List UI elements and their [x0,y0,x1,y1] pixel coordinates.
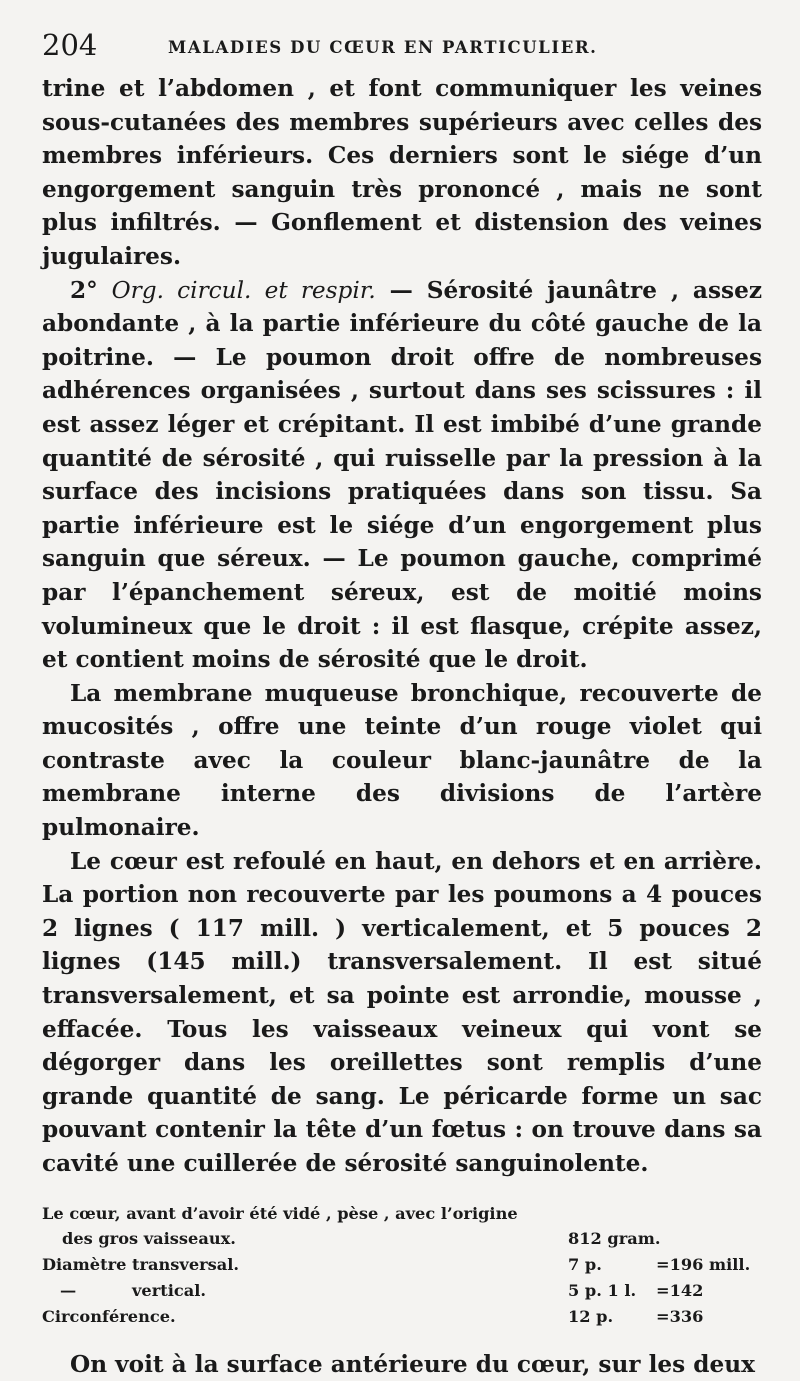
measure-label: Circonférence. [42,1306,176,1326]
paragraph-organs [42,274,762,677]
section-text: — Sérosité jaunâtre , assez abondante , à la partie inférieure du côté gauche de la poitrine. — Le poumon droit offre de nombreuses adhérences organisées , surtout dans ses scissures : il est assez léger et crépitant. Il est imbibé d’une grande quantité de sérosité , qui ruisselle par la pression à la surface des incisions pratiquées dans son tissu. Sa partie inférieure est le siége d’un engorgement plus sanguin que séreux. — Le poumon gauche, comprimé par l’épanchement séreux, est de moitié moins volumineux que le droit : il est flasque, crépite assez, et contient moins de sérosité que le droit. [42,276,762,674]
book-page [42,28,762,1381]
paragraph-heart: Le cœur est refoulé en haut, en dehors et en arrière. La portion non recouverte par les poumons a 4 pouces 2 lignes ( 117 mill. ) verticalement, et 5 pouces 2 lignes (145 mill.) transversalement. Il est situé transversalement, et sa pointe est arrondie, mousse , effacée. Tous les vaisseaux veineux qui vont se dégorger dans les oreillettes sont remplis d’une grande quantité de sang. Le péricarde forme un sac pouvant contenir la tête d’un fœtus : on trouve dans sa cavité une cuillerée de sérosité sanguinolente. [42,847,762,1177]
measure-value: 7 p. [568,1255,602,1275]
measure-row-vertical [42,1278,762,1304]
running-title: MALADIES DU CŒUR EN PARTICULIER. [168,38,598,57]
measure-row-transverse [42,1252,762,1278]
measure-value: 812 gram. [568,1229,661,1249]
measure-value: 5 p. 1 l. [568,1280,637,1300]
measure-label: Diamètre transversal. [42,1255,240,1275]
section-number: 2° [70,276,98,304]
measure-row-circumference [42,1304,762,1330]
body-text [42,72,762,1181]
section-heading: Org. circul. et respir. [111,276,376,304]
measure-label: vertical. [132,1280,206,1300]
measure-row-weight-line1 [42,1201,762,1227]
page-number: 204 [42,28,98,62]
paragraph-continuation: trine et l’abdomen , et font communiquer les veines sous-cutanées des membres supérieurs avec celles des membres inférieurs. Ces derniers sont le siége d’un engorgement sanguin très prononcé , mais ne sont plus infiltrés. — Gonflement et distension des veines jugulaires. [42,75,762,270]
paragraph-closing: On voit à la surface antérieure du cœur, sur les deux [70,1350,755,1378]
page-header [42,28,762,62]
measurement-table [42,1201,762,1330]
closing-text [42,1348,762,1381]
ditto-dash: — [60,1280,77,1300]
measure-mm: =142 [656,1280,704,1300]
measure-row-weight [42,1226,762,1252]
measure-mm: =336 [656,1306,704,1326]
measure-value: 12 p. [568,1306,614,1326]
measure-mm: =196 mill. [656,1255,751,1275]
measure-label: des gros vaisseaux. [62,1229,236,1249]
measure-label: Le cœur, avant d’avoir été vidé , pèse , avec l’origine [42,1203,518,1223]
paragraph-bronchial-membrane: La membrane muqueuse bronchique, recouverte de mucosités , offre une teinte d’un rouge violet qui contraste avec la couleur blanc-jaunâtre de la membrane interne des divisions de l’artère pulmonaire. [42,679,762,842]
